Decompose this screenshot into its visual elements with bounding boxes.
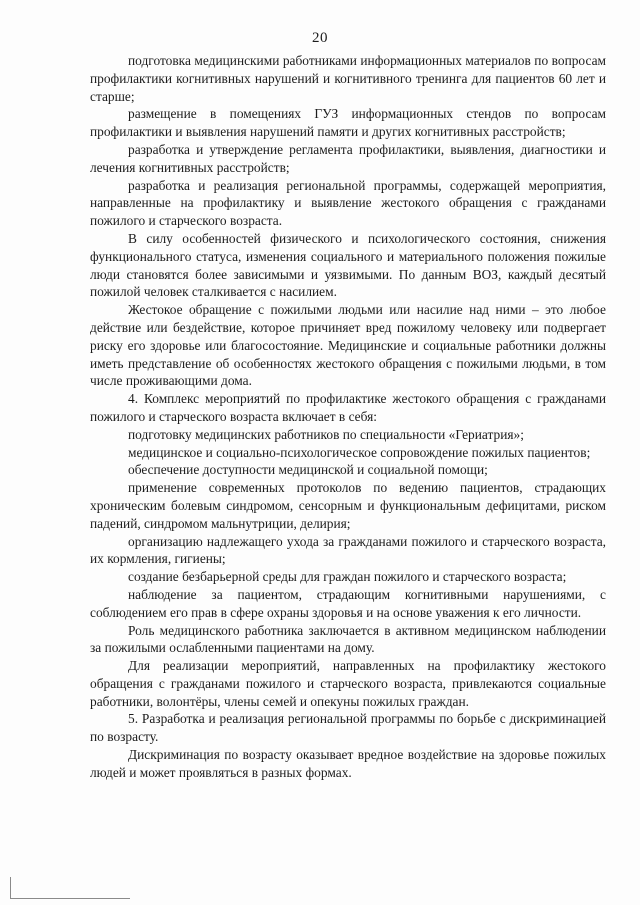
paragraph: В силу особенностей физического и психологического состояния, снижения функционального статуса, изменения социального и материального положения пожилые люди становятся более зависимыми и уязвимыми. По данным ВОЗ, каждый десятый пожилой человек сталкивается с насилием. <box>90 230 606 300</box>
scan-edge-corner <box>10 877 11 899</box>
paragraph: подготовка медицинскими работниками информационных материалов по вопросам профилактики когнитивных нарушений и когнитивного тренинга для пациентов 60 лет и старше; <box>90 53 606 104</box>
paragraph: создание безбарьерной среды для граждан пожилого и старческого возраста; <box>128 569 567 585</box>
paragraph: обеспечение доступности медицинской и социальной помощи; <box>128 462 488 478</box>
page-number: 20 <box>312 30 328 46</box>
paragraph: применение современных протоколов по ведению пациентов, страдающих хроническим болевым синдромом, сенсорным и функциональным дефицитами, риском падений, синдромом мальнутриции, делирия; <box>90 480 606 531</box>
paragraph: организацию надлежащего ухода за гражданами пожилого и старческого возраста, их кормления, гигиены; <box>90 533 606 567</box>
paragraph: наблюдение за пациентом, страдающим когнитивными нарушениями, с соблюдением его прав в сфере охраны здоровья и на основе уважения к его личности. <box>90 586 606 620</box>
paragraph: разработка и утверждение регламента профилактики, выявления, диагностики и лечения когнитивных расстройств; <box>90 141 606 175</box>
paragraph: 4. Комплекс мероприятий по профилактике жестокого обращения с гражданами пожилого и старческого возраста включает в себя: <box>90 391 606 424</box>
paragraph: разработка и реализация региональной программы, содержащей мероприятия, направленные на профилактику и выявление жестокого обращения с гражданами пожилого и старческого возраста. <box>90 177 606 229</box>
paragraph: Жестокое обращение с пожилыми людьми или насилие над ними – это любое действие или бездействие, которое причиняет вред пожилому человеку или подвергает риску его здоровье или благосостояние. Медицинские и социальные работники должны иметь представление об особенностях жестокого обращения с пожилыми людьми, в том числе проживающими дома. <box>90 302 606 389</box>
paragraph: медицинское и социально-психологическое сопровождение пожилых пациентов; <box>128 444 591 460</box>
scan-edge-line <box>10 898 130 899</box>
document-body <box>90 52 606 782</box>
paragraph: Роль медицинского работника заключается в активном медицинском наблюдении за пожилыми ослабленными пациентами на дому. <box>90 622 606 656</box>
paragraph: Дискриминация по возрасту оказывает вредное воздействие на здоровье пожилых людей и может проявляться в разных формах. <box>90 747 606 780</box>
paragraph: подготовку медицинских работников по специальности «Гериатрия»; <box>128 426 524 442</box>
paragraph: 5. Разработка и реализация региональной программы по борьбе с дискриминацией по возрасту. <box>90 711 606 745</box>
paragraph: Для реализации мероприятий, направленных на профилактику жестокого обращения с гражданами пожилого и старческого возраста, привлекаются социальные работники, волонтёры, члены семей и опекуны пожилых граждан. <box>90 658 606 709</box>
paragraph: размещение в помещениях ГУЗ информационных стендов по вопросам профилактики и выявления нарушений памяти и других когнитивных расстройств; <box>90 106 606 140</box>
